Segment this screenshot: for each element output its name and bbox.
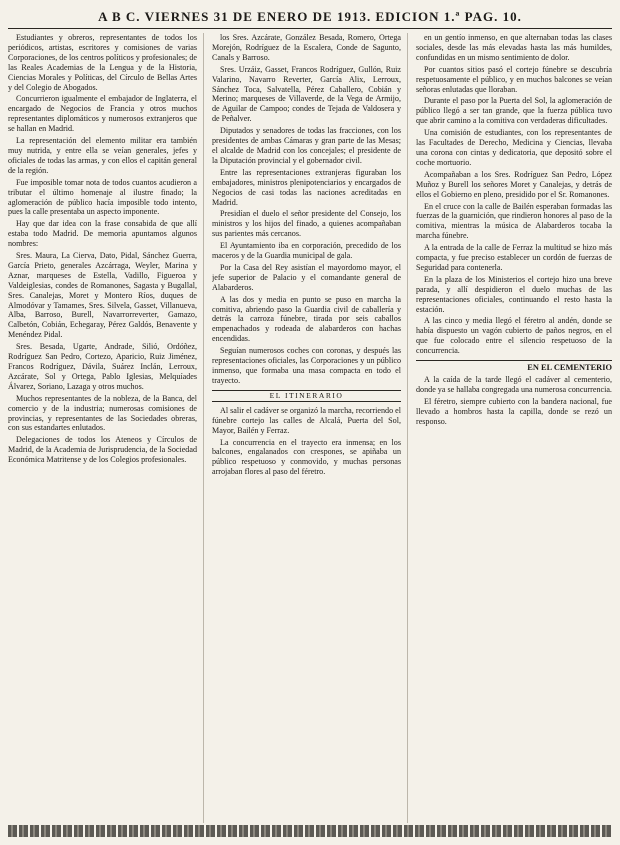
paragraph: Concurrieron igualmente el embajador de Inglaterra, el encargado de Negocios de Francia y otros muchos representantes diplomáticos y numerosos extranjeros que se hallan en Madrid. xyxy=(8,94,197,134)
paragraph: Seguían numerosos coches con coronas, y después las representaciones oficiales, las Corporaciones y un público inmenso, que formaba una masa compacta en todo el trayecto. xyxy=(212,346,401,385)
paragraph: A las cinco y media llegó el féretro al andén, donde se había dispuesto un vagón cubierto de paños negros, en el que fue colocado entre el silencio respetuoso de la concurrencia. xyxy=(416,316,612,356)
paragraph: Una comisión de estudiantes, con los representantes de las Facultades de Derecho, Medicina y Ciencias, llevaba una corona con cintas y dedicatoria, que depositó sobre el coche mortuorio. xyxy=(416,128,612,167)
paragraph: Al salir el cadáver se organizó la marcha, recorriendo el fúnebre cortejo las calles de Alcalá, Puerta del Sol, Mayor, Bailén y Ferraz. xyxy=(212,405,401,435)
paragraph: Sres. Besada, Ugarte, Andrade, Silió, Ordóñez, Rodríguez San Pedro, Cortezo, Aparicio, Ruiz Jiménez, Francos Rodríguez, Dávila, Suárez Inclán, Lerroux, Azcárate, Sol y Ortega, Pablo Iglesias, Melquíades Álvarez, Soriano, Lazaga y otros muchos. xyxy=(8,342,197,391)
section-title-cementerio: EN EL CEMENTERIO xyxy=(416,360,612,373)
paragraph: En el cruce con la calle de Bailén esperaban formadas las fuerzas de la guarnición, que rindieron honores al paso de la comitiva, mientras la música de Alabarderos tocaba la marcha fúnebre. xyxy=(416,201,612,241)
paragraph: Hay que dar idea con la frase consabida de que allí estaba todo Madrid. De memoria apuntamos algunos nombres: xyxy=(8,219,197,249)
paragraph: Fue imposible tomar nota de todos cuantos acudieron a tributar el último homenaje al ilustre finado; la aglomeración de público hacía imposible todo intento, pues la calle presentaba un aspecto imponente. xyxy=(8,177,197,217)
paragraph: El féretro, siempre cubierto con la bandera nacional, fue llevado a hombros hasta la capilla, donde se rezó un responso. xyxy=(416,396,612,426)
paragraph: Muchos representantes de la nobleza, de la Banca, del comercio y de la industria; numerosas comisiones de provincias, y representantes de las Sociedades obreras, con sus estandartes enlutados. xyxy=(8,393,197,433)
paragraph: La concurrencia en el trayecto era inmensa; en los balcones, engalanados con crespones, se apiñaba un público respetuoso y conmovido, y muchas personas arrojaban flores al paso del féretro. xyxy=(212,437,401,477)
paragraph: Diputados y senadores de todas las fracciones, con los presidentes de ambas Cámaras y gran parte de las Mesas; el alcalde de Madrid con los concejales; el presidente de la Diputación provincial y el gobernador civil. xyxy=(212,126,401,165)
paragraph: Presidían el duelo el señor presidente del Consejo, los ministros y los hijos del finado, a quienes acompañaban sus parientes más cercanos. xyxy=(212,209,401,239)
paragraph: Sres. Maura, La Cierva, Dato, Pidal, Sánchez Guerra, García Prieto, generales Azcárraga, Weyler, Marina y Aznar, marqueses de Estella, Vadillo, Figueroa y Valdeiglesias, condes de Romanones, Sagasta y Bugallal, Sres. Canalejas, Moret y Montero Ríos, duques de Almodóvar y Tamames, Sres. Silvela, Gasset, Villanueva, Alba, Barroso, Burell, Navarrorreverter, Gamazo, Calbetón, Cobián, Echegaray, Pérez Galdós, Benavente y Menéndez Pidal. xyxy=(8,251,197,340)
paragraph: Acompañaban a los Sres. Rodríguez San Pedro, López Muñoz y Burell los señores Moret y Canalejas, y detrás de ellos el Gobierno en pleno, presidido por el Sr. Romanones. xyxy=(416,169,612,199)
paragraph: Delegaciones de todos los Ateneos y Círculos de Madrid, de la Academia de Jurisprudencia, de la Sociedad Económica Matritense y de los Colegios profesionales. xyxy=(8,435,197,465)
header-rule xyxy=(8,28,612,29)
paragraph: El Ayuntamiento iba en corporación, precedido de los maceros y de la Guardia municipal de gala. xyxy=(212,241,401,261)
section-title-itinerario: EL ITINERARIO xyxy=(212,390,401,402)
paragraph: Sres. Urzáiz, Gasset, Francos Rodríguez, Gullón, Ruiz Valarino, Navarro Reverter, García Alix, Lerroux, Sánchez Toca, Salvatella, Pérez Caballero, Cobián y Merino; marqueses de Villaverde, de la Vega de Armijo, de Aguilar de Campoo; condes de Tejada de Valdosera y de Peñalver. xyxy=(212,64,401,124)
paragraph: Por cuantos sitios pasó el cortejo fúnebre se descubría respetuosamente el público, y en muchos balcones se veían señoras enlutadas que lloraban. xyxy=(416,64,612,94)
paragraph: Estudiantes y obreros, representantes de todos los periódicos, artistas, escritores y comisiones de varias Corporaciones, de los centros políticos y profesionales; de las Reales Academias de la Lengua y de la Historia, Ciencias Morales y Políticas, del Círculo de Bellas Artes y del Colegio de Abogados. xyxy=(8,33,197,92)
paragraph: En la plaza de los Ministerios el cortejo hizo una breve parada, y allí despidieron el duelo muchas de las representaciones oficiales, continuando el resto hasta la estación. xyxy=(416,274,612,314)
paragraph: Durante el paso por la Puerta del Sol, la aglomeración de público llegó a ser tan grande, que la fuerza pública tuvo que abrir camino a la comitiva con verdaderas dificultades. xyxy=(416,96,612,126)
column-3 xyxy=(416,33,612,823)
column-2 xyxy=(212,33,408,823)
paragraph: A las dos y media en punto se puso en marcha la comitiva, abriendo paso la Guardia civil de caballería y detrás la carroza fúnebre, tirada por seis caballos empenachados y rodeada de alabarderos con hachas encendidas. xyxy=(212,294,401,344)
article-columns xyxy=(8,33,612,823)
paragraph: los Sres. Azcárate, González Besada, Romero, Ortega Morejón, Rodríguez de la Escalera, Conde de Sagunto, Canals y Barroso. xyxy=(212,33,401,62)
scan-edge-strip xyxy=(8,825,612,837)
page-header: A B C. VIERNES 31 DE ENERO DE 1913. EDICION 1.ª PAG. 10. xyxy=(98,9,522,24)
paragraph: A la caída de la tarde llegó el cadáver al cementerio, donde ya se hallaba congregada una numerosa concurrencia. xyxy=(416,375,612,394)
paragraph: Por la Casa del Rey asistían el mayordomo mayor, el jefe superior de Palacio y el comandante general de Alabarderos. xyxy=(212,262,401,292)
paragraph: en un gentío inmenso, en que alternaban todas las clases sociales, desde las más elevadas hasta las más humildes, confundidas en un mismo sentimiento de dolor. xyxy=(416,33,612,62)
column-1 xyxy=(8,33,204,823)
paragraph: La representación del elemento militar era también muy nutrida, y entre ella se veían generales, jefes y oficiales de todas las armas, y con ellos el capitán general de la región. xyxy=(8,136,197,175)
paragraph: Entre las representaciones extranjeras figuraban los embajadores, ministros plenipotenciarios y encargados de Negocios de casi todas las naciones acreditadas en Madrid. xyxy=(212,167,401,207)
paragraph: A la entrada de la calle de Ferraz la multitud se hizo más compacta, y fue preciso establecer un cordón de fuerzas de Seguridad para contenerla. xyxy=(416,243,612,272)
